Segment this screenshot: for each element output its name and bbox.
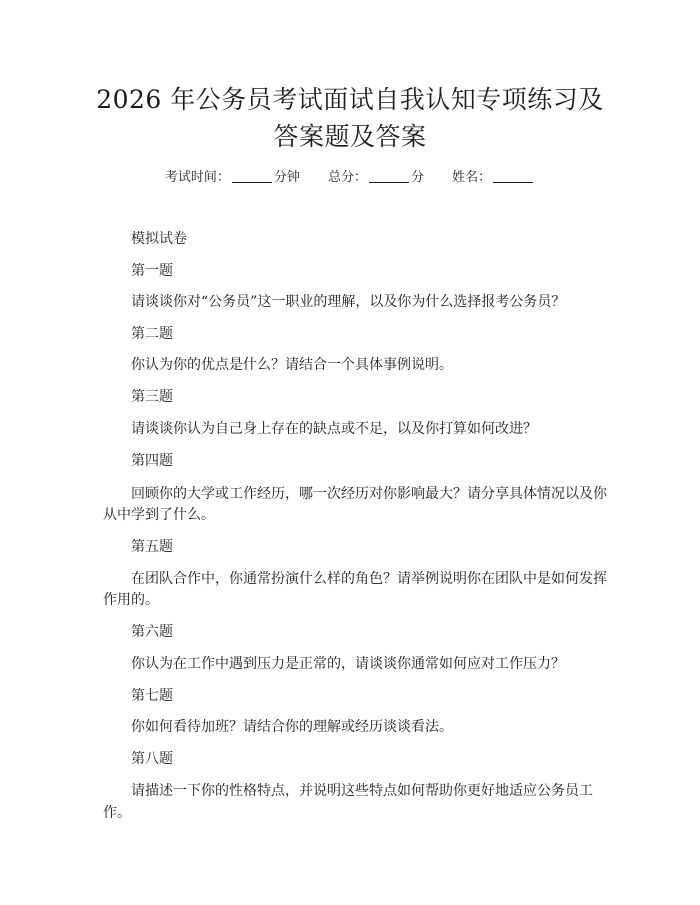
total-score-unit: 分	[411, 170, 425, 185]
exam-meta-row	[0, 168, 700, 188]
question-2-text: 你认为你的优点是什么？请结合一个具体事例说明。	[131, 357, 453, 373]
name-blank	[493, 169, 533, 183]
question-4-text-line-1: 回顾你的大学或工作经历，哪一次经历对你影响最大？请分享具体情况以及你	[131, 486, 607, 502]
question-1-text: 请谈谈你对“公务员”这一职业的理解，以及你为什么选择报考公务员？	[131, 294, 566, 310]
question-7-text: 你如何看待加班？请结合你的理解或经历谈谈看法。	[131, 719, 453, 735]
question-4-label: 第四题	[131, 453, 173, 469]
document-title-line-1: 2026 年公务员考试面试自我认知专项练习及	[96, 85, 604, 114]
exam-time-label: 考试时间：	[164, 170, 230, 185]
question-6-label: 第六题	[131, 624, 173, 640]
question-4-text-line-2: 从中学到了什么。	[103, 507, 215, 523]
question-5-text-line-2: 作用的。	[103, 592, 159, 608]
question-5-label: 第五题	[131, 539, 173, 555]
total-score-field	[328, 168, 424, 188]
name-label: 姓名：	[452, 170, 492, 185]
question-5-text-line-1: 在团队合作中，你通常扮演什么样的角色？请举例说明你在团队中是如何发挥	[131, 571, 607, 587]
question-8-label: 第八题	[131, 751, 173, 767]
total-score-label: 总分：	[327, 170, 367, 185]
section-title: 模拟试卷	[131, 231, 187, 247]
document-title-line-2: 答案题及答案	[273, 122, 427, 151]
exam-time-unit: 分钟	[273, 170, 300, 185]
name-field	[452, 168, 535, 188]
question-6-text: 你认为在工作中遇到压力是正常的，请谈谈你通常如何应对工作压力？	[131, 656, 565, 672]
question-3-label: 第三题	[131, 389, 173, 405]
exam-time-blank	[232, 169, 272, 183]
total-score-blank	[369, 169, 409, 183]
question-1-label: 第一题	[131, 263, 173, 279]
question-3-text: 请谈谈你认为自己身上存在的缺点或不足，以及你打算如何改进？	[131, 421, 537, 437]
exam-time-field	[165, 168, 300, 188]
question-7-label: 第七题	[131, 688, 173, 704]
question-8-text-line-2: 作。	[103, 805, 131, 821]
question-2-label: 第二题	[131, 326, 173, 342]
question-8-text-line-1: 请描述一下你的性格特点，并说明这些特点如何帮助你更好地适应公务员工	[131, 783, 593, 799]
